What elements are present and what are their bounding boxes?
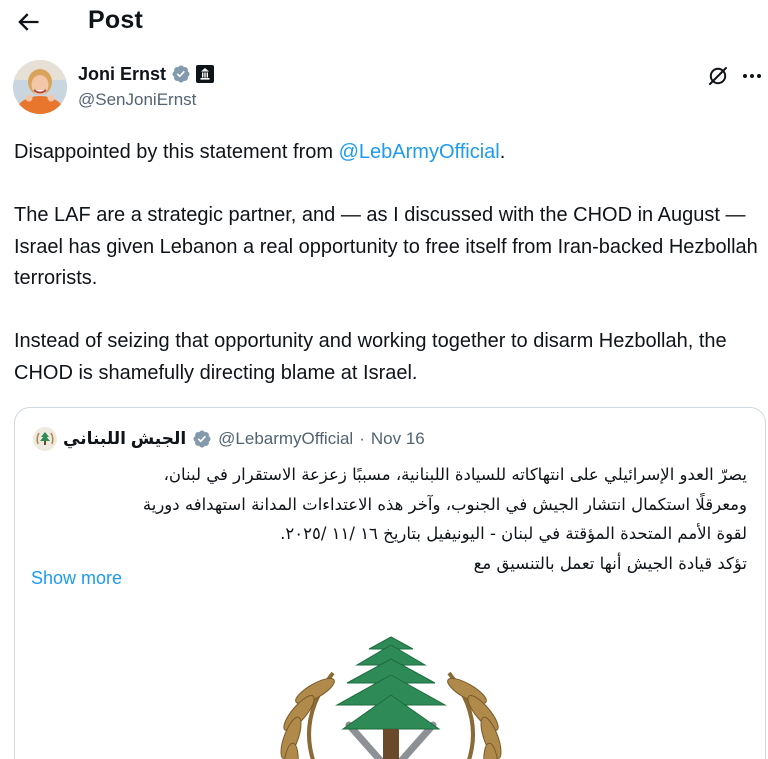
- quoted-post-text: [33, 460, 747, 578]
- back-button[interactable]: [14, 8, 42, 36]
- quoted-line: يصرّ العدو الإسرائيلي على انتهاكاته للسيادة اللبنانية، مسببًا زعزعة الاستقرار في لبنان،: [163, 465, 747, 484]
- author-name[interactable]: Joni Ernst: [78, 63, 167, 84]
- grok-button[interactable]: [706, 64, 730, 88]
- more-horizontal-icon: [740, 64, 764, 88]
- quoted-line: تؤكد قيادة الجيش أنها تعمل بالتنسيق مع: [473, 553, 747, 573]
- quoted-post[interactable]: [14, 407, 766, 759]
- top-bar: [0, 0, 768, 44]
- show-more-link[interactable]: Show more: [31, 568, 123, 588]
- post-paragraph-2: The LAF are a strategic partner, and — as I discussed with the CHOD in August — Israel has given Lebanon a real opportunity to free itself from Iran-backed Hezbollah terrorists.: [14, 204, 758, 289]
- quoted-date[interactable]: Nov 16: [370, 429, 425, 448]
- army-emblem-image: [15, 613, 766, 759]
- more-button[interactable]: [740, 64, 764, 88]
- page-title: Post: [88, 6, 143, 34]
- quoted-media[interactable]: [15, 613, 766, 759]
- quoted-post-header: [33, 426, 425, 452]
- dot-separator: ·: [359, 429, 365, 448]
- grok-icon: [706, 64, 730, 88]
- quoted-avatar[interactable]: [33, 427, 57, 451]
- post-text: [14, 137, 764, 389]
- quoted-author-name[interactable]: الجيش اللبناني: [63, 429, 187, 448]
- avatar[interactable]: [13, 60, 67, 114]
- arrow-left-icon: [14, 8, 42, 36]
- author-handle[interactable]: @SenJoniErnst: [78, 90, 197, 109]
- mention-link[interactable]: @LebArmyOfficial: [338, 141, 500, 163]
- verified-icon[interactable]: [171, 64, 191, 84]
- quoted-verified-icon[interactable]: [192, 429, 212, 449]
- quoted-line: ومعرقلًا استكمال انتشار الجيش في الجنوب، وآخر هذه الاعتداءات المدانة استهدافه دورية: [142, 494, 747, 514]
- post-paragraph-3: Instead of seizing that opportunity and working together to disarm Hezbollah, the CHOD is shamefully directing blame at Israel.: [14, 330, 727, 384]
- quoted-line: لقوة الأمم المتحدة المؤقتة في لبنان - اليونيفيل بتاريخ ١٦ /١١ /٢٠٢٥.: [280, 524, 747, 543]
- author-block: [78, 62, 214, 110]
- government-building-icon[interactable]: [196, 65, 214, 83]
- post-paragraph-1: Disappointed by this statement from @LebArmyOfficial.: [14, 141, 506, 163]
- quoted-author-handle[interactable]: @LebarmyOfficial: [218, 429, 354, 448]
- avatar-image: [13, 60, 67, 114]
